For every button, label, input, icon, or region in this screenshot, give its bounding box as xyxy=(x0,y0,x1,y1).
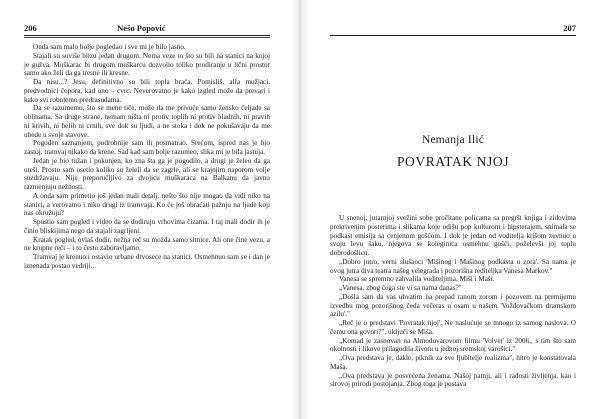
right-page-header xyxy=(330,0,576,33)
paragraph: Da nisu...? Jesu, definitivno su bili topla braća. Pomisliš, alfa mužjaci, predvodnici čopora, kad ono – cvrc. Neverovatno je kako izgled može da prevari i kako svi robujemo predrasudama. xyxy=(24,78,270,104)
paragraph: A onda sam primetio još jedan mali detalj, nešto što nije mogao da vidi niko na stanici, a verovatno i niko drugi iz tramvaja. Ko će još obraćati pažnju na ljude koji nas okružuju? xyxy=(24,191,270,218)
paragraph: Onda sam malo bolje pogledao i sve mi je bilo jasno. xyxy=(33,43,186,51)
paragraph: U snenoj, jutarnjoj svežini sobe pročitane policama sa pregršt knjiga i zidovima prekrivenim posterima i slikama koje odišu pop kulturom i hipsterajem, snimala se podkast emisija sa cenjenom gošćom. I dok je jedan od voditelja krišom zevnuo u svoju levu šaku, njegova se koleginica osmehnu gošći, poželevši joj toplu dobrodošlicu. xyxy=(330,214,576,257)
paragraph: „Došla sam da vas uhvatim na prepad ranom zorom i pozovem na premijernu izvedbu mog pozorišnog čeda večeras u osam u našem 'Vožđovačkom dramskom azilu'." xyxy=(330,292,576,319)
paragraph: „Reč je o predstavi 'Povratak njoj'. Ne naslućuje se mnogo iz samog naslova. O čemu ona govori?", uključi se Miša. xyxy=(330,319,576,336)
header-rule-right xyxy=(330,35,576,36)
left-page-header xyxy=(24,0,270,33)
right-page xyxy=(310,0,600,419)
running-head: Nešo Popović xyxy=(117,23,166,33)
paragraph: Jedan je bio tužan i pokunjen, ko zna šta ga je pogodilo, a drugi je želeo da ga uteši. Prosto sam osetio koliko su želeli da se zagrle, ali se krajnjim naporom volje suzdržavaju. Nije preporučljivo za dvojicu muškaraca na Balkanu da javno razmenjuju nežnosti. xyxy=(24,156,270,191)
story-author: Nemanja Ilić xyxy=(421,134,485,146)
left-page-body xyxy=(24,43,270,271)
paragraph: „Dobro jutro, verni slušaoci 'Mišinog i Mašinog podkasta u zora'. Sa nama je ovog jutra diva teatra našeg velegrada i pozorišna rediteljka Vanesa Markov." xyxy=(330,257,576,275)
header-rule-left xyxy=(24,35,270,36)
book-spine-shadow xyxy=(291,0,309,419)
paragraph: Spustio sam pogled i video da se dodiruju vrhovima čizama. I taj mali dodir ih je činio bliskijima nego da stajali zagrljeni. xyxy=(24,218,270,235)
right-page-body xyxy=(330,214,576,389)
paragraph: „Komad je zasnovan na Almodovarovom filmu 'Volver' iz 2006., s tim što sam okolnosti i likove prilagodila životu u jednoj sremskoj varošici." xyxy=(330,336,576,354)
paragraph: Tramvaj je krenuo i ostavio urbane drvosece na stanici. Osmehnuo sam se i dan je iznenada postao vedriji... xyxy=(24,253,270,270)
page-number-right: 207 xyxy=(563,23,576,33)
header-subrule-left xyxy=(24,37,270,38)
paragraph: Da se razumemo, što se mene tiče, može da me privuče samo žensko čeljade sa oblinama. Sa druge strane, nemam ništa ni protiv toplih ni protiv hladnih, ni pravih ni krivih, ni belih ni crnih, sve dok su ljudi, a ne stoka i dok ne pokušavaju da me ubede u svoje stavove. xyxy=(24,104,270,139)
story-title: POVRATAK NJOJ xyxy=(396,154,510,169)
paragraph: Stajali su suviše blizu jedan drugom. Nema veze to što su bili na stanici na kojoj je gužva. Muškarac bi drugom muškarcu dozvolio toliko prodiranje u lični prostor samo ako želi da ga tresne ili kresne. xyxy=(24,51,270,78)
paragraph: „Vanesa, zbog čega ste vi sa nama danas?" xyxy=(339,284,462,292)
paragraph: Pogođen saznanjem, podrobnije sam ih posmatrao. Srećom, ispred nas je bio zastoj, tramvaj nikako da krene. Sad kad sam bolje razumeo, slika mi je bila jasnija. xyxy=(24,139,270,156)
left-page xyxy=(0,0,290,419)
paragraph: Vanesa se spremno zahvalila voditeljima, Miši i Maši. xyxy=(339,275,495,284)
page-number-left: 206 xyxy=(24,23,37,33)
paragraph: „Ova predstava je, dakle, piknik za sve ljubitelje realizma", hitro je konstatovala Maša. xyxy=(330,354,576,371)
paragraph: Kratak pogled, ovlaš dodir, nežna reč su možda samo sitnice. Ali one čine vezu, a ne krupne reči – i to često zaboravljamo. xyxy=(24,235,270,253)
paragraph: „Ova predstava je posvećena ženama. Našoj patnji, ali i radosti življenja, kao i sirovoj prirodi postojanja. Zbog toga je postava xyxy=(330,371,576,389)
